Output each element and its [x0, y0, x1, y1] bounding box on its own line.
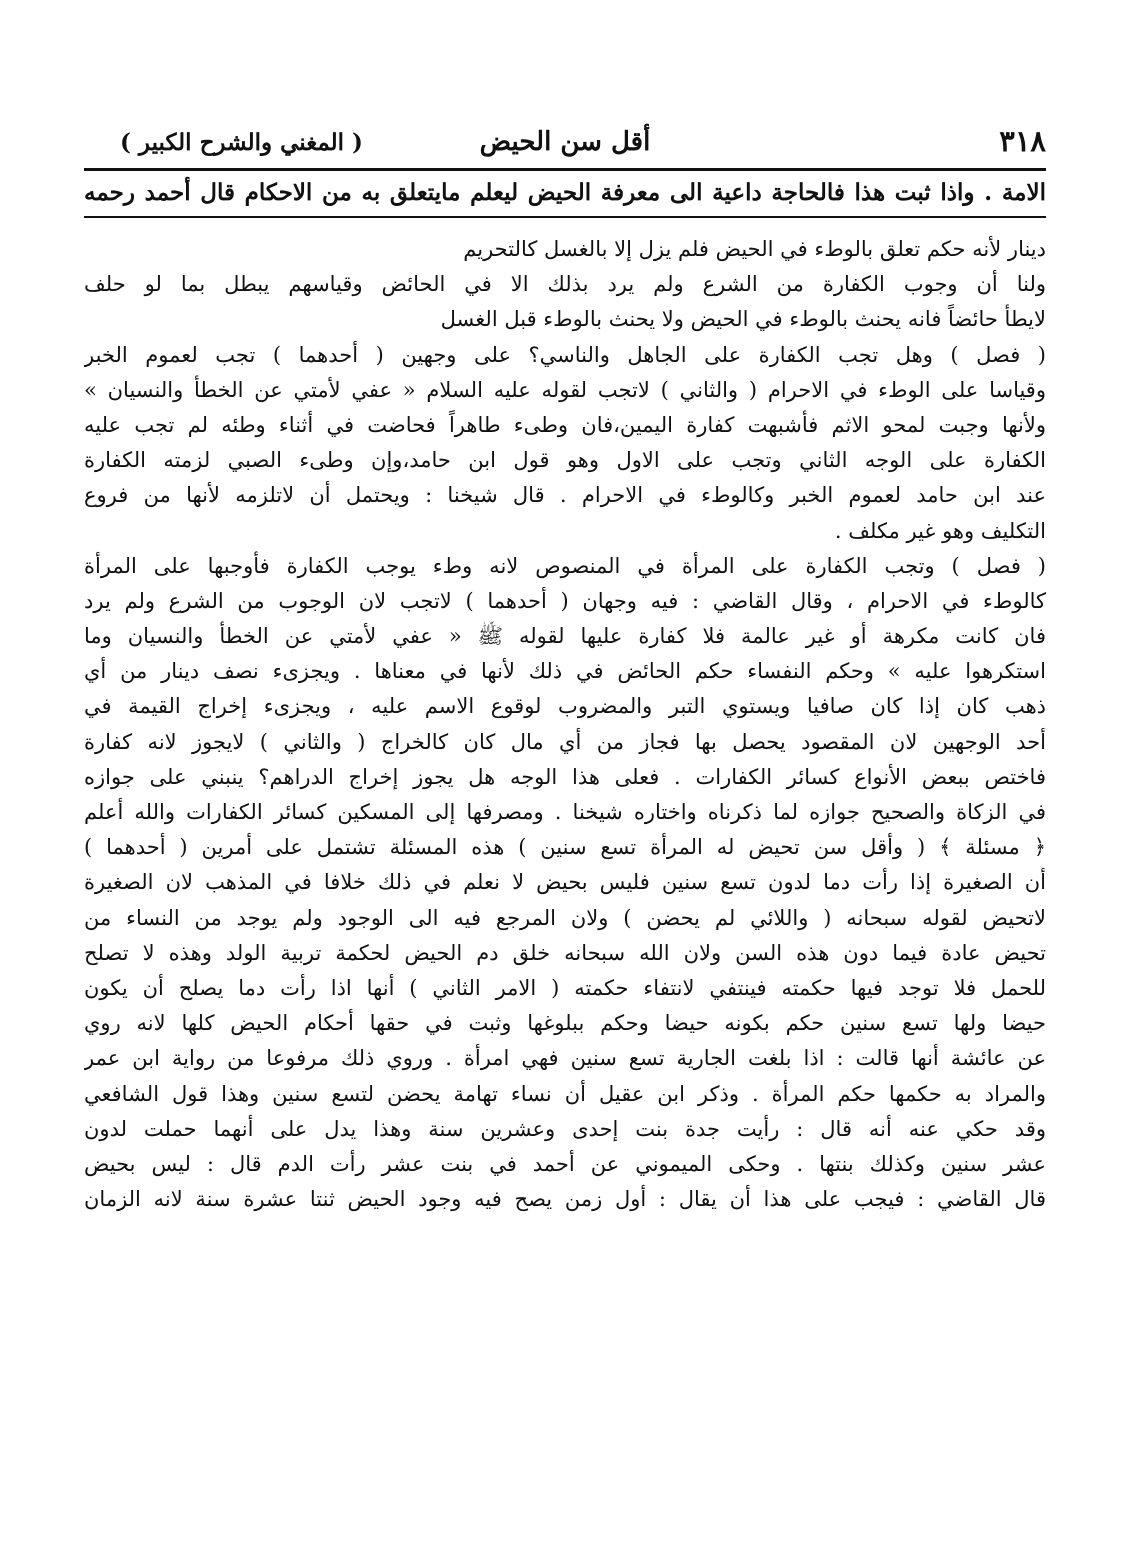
text-line: حيضا ولها تسع سنين حكم بكونه حيضا وحكم ببلوغها وثبت في حقها أحكام الحيض كلها لانه روي — [84, 1011, 1046, 1036]
text-line: ( فصل ) وتجب الكفارة على المرأة في المنصوص لانه وطء يوجب الكفارة فأوجبها على المرأة — [84, 553, 1046, 578]
book-page — [84, 120, 1046, 1520]
text-line: تحيض عادة فيما دون هذه السن ولان الله سبحانه خلق دم الحيض لحكمة تربية الولد وهذه لا تصلح — [84, 940, 1046, 965]
text-line: ولنا أن وجوب الكفارة من الشرع ولم يرد بذلك الا في الحائض وقياسهم يبطل بما لو حلف — [84, 272, 1046, 297]
text-line: للحمل فلا توجد فيها حكمته فينتفي لانتفاء حكمته ( الامر الثاني ) أنها اذا رأت دما يصلح أن يكون — [84, 975, 1046, 1000]
text-line: استكرهوا عليه » وحكم النفساء حكم الحائض في ذلك لأنها في معناها . ويجزىء نصف دينار من أي — [84, 659, 1046, 684]
continued-line: الامة . واذا ثبت هذا فالحاجة داعية الى معرفة الحيض ليعلم مايتعلق به من الاحكام قال أحمد رحمه — [84, 179, 1046, 206]
text-line: في الزكاة والصحيح جوازه لما ذكرناه واختاره شيخنا . ومصرفها إلى المسكين كسائر الكفارات والله أعلم — [84, 800, 1046, 824]
separator-rule — [84, 216, 1046, 218]
running-header — [84, 120, 1046, 164]
text-line: فاختص ببعض الأنواع كسائر الكفارات . فعلى هذا الوجه هل يجوز إخراج الدراهم؟ ينبني على جوازه — [84, 764, 1046, 789]
text-line: ( فصل ) وهل تجب الكفارة على الجاهل والناسي؟ على وجهين ( أحدهما ) تجب لعموم الخبر — [84, 342, 1046, 367]
text-line: فان كانت مكرهة أو غير عالمة فلا كفارة عليها لقوله ﷺ « عفي لأمتي عن الخطأ والنسيان وما — [84, 624, 1046, 649]
text-line: وقد حكي عنه أنه قال : رأيت جدة بنت إحدى وعشرين سنة وهذا يدل على أنهما حملت لدون — [84, 1116, 1046, 1141]
book-title: ( المغني والشرح الكبير ) — [120, 129, 363, 156]
page-number: ٣١٨ — [999, 124, 1046, 158]
text-line: والمراد به حكمها حكم المرأة . وذكر ابن عقيل أن نساء تهامة يحضن لتسع سنين وهذا قول الشافعي — [84, 1081, 1046, 1106]
text-line: أحد الوجهين لان المقصود يحصل بها فجاز من أي مال كان كالخراج ( والثاني ) لايجوز لانه كفارة — [84, 729, 1046, 754]
text-line: لايطأ حائضاً فانه يحنث بالوطء في الحيض ولا يحنث بالوطء قبل الغسل — [440, 307, 1046, 332]
text-line: أن الصغيرة إذا رأت دما لدون تسع سنين فليس بحيض لا نعلم في ذلك خلافا في المذهب لان الصغيرة — [84, 870, 1046, 895]
text-line: التكليف وهو غير مكلف . — [834, 518, 1046, 543]
text-line: لاتحيض لقوله سبحانه ( واللائي لم يحضن ) ولان المرجع فيه الى الوجود ولم يوجد من النساء من — [84, 905, 1046, 930]
chapter-title: أقل سن الحيض — [479, 127, 651, 157]
text-line: ولأنها وجبت لمحو الاثم فأشبهت كفارة اليمين،فان وطىء طاهراً فحاضت في أثناء وطئه لم تجب عليه — [84, 412, 1046, 437]
body-text — [84, 232, 1046, 1217]
text-line: قال القاضي : فيجب على هذا أن يقال : أول زمن يصح فيه وجود الحيض ثنتا عشرة سنة لانه الزمان — [84, 1187, 1046, 1212]
text-line: كالوطء في الاحرام ، وقال القاضي : فيه وجهان ( أحدهما ) لاتجب لان الوجوب من الشرع ولم يرد — [84, 588, 1046, 613]
text-line: ذهب كان إذا كان صافيا ويستوي التبر والمضروب لوقوع الاسم عليه ، ويجزىء إخراج القيمة في — [84, 694, 1046, 719]
text-line: عن عائشة أنها قالت : اذا بلغت الجارية تسع سنين فهي امرأة . وروي ذلك مرفوعا من رواية ابن عمر — [84, 1046, 1046, 1071]
text-line: وقياسا على الوطء في الاحرام ( والثاني ) لاتجب لقوله عليه السلام « عفي لأمتي عن الخطأ والنسيان » — [84, 377, 1046, 402]
text-line: دينار لأنه حكم تعلق بالوطء في الحيض فلم يزل إلا بالغسل كالتحريم — [463, 237, 1046, 261]
header-rule — [84, 168, 1046, 171]
text-line: الكفارة على الوجه الثاني وتجب على الاول وهو قول ابن حامد،وإن وطىء الصبي لزمته الكفارة — [84, 448, 1046, 473]
text-line: عشر سنين وكذلك بنتها . وحكى الميموني عن أحمد في بنت عشر رأت الدم قال : ليس بحيض — [84, 1151, 1046, 1176]
text-line: ﴿ مسئلة ﴾ ( وأقل سن تحيض له المرأة تسع سنين ) هذه المسئلة تشتمل على أمرين ( أحدهما ) — [84, 835, 1046, 860]
text-line: عند ابن حامد لعموم الخبر وكالوطء في الاحرام . قال شيخنا : ويحتمل أن لاتلزمه لأنها من فروع — [84, 483, 1046, 508]
